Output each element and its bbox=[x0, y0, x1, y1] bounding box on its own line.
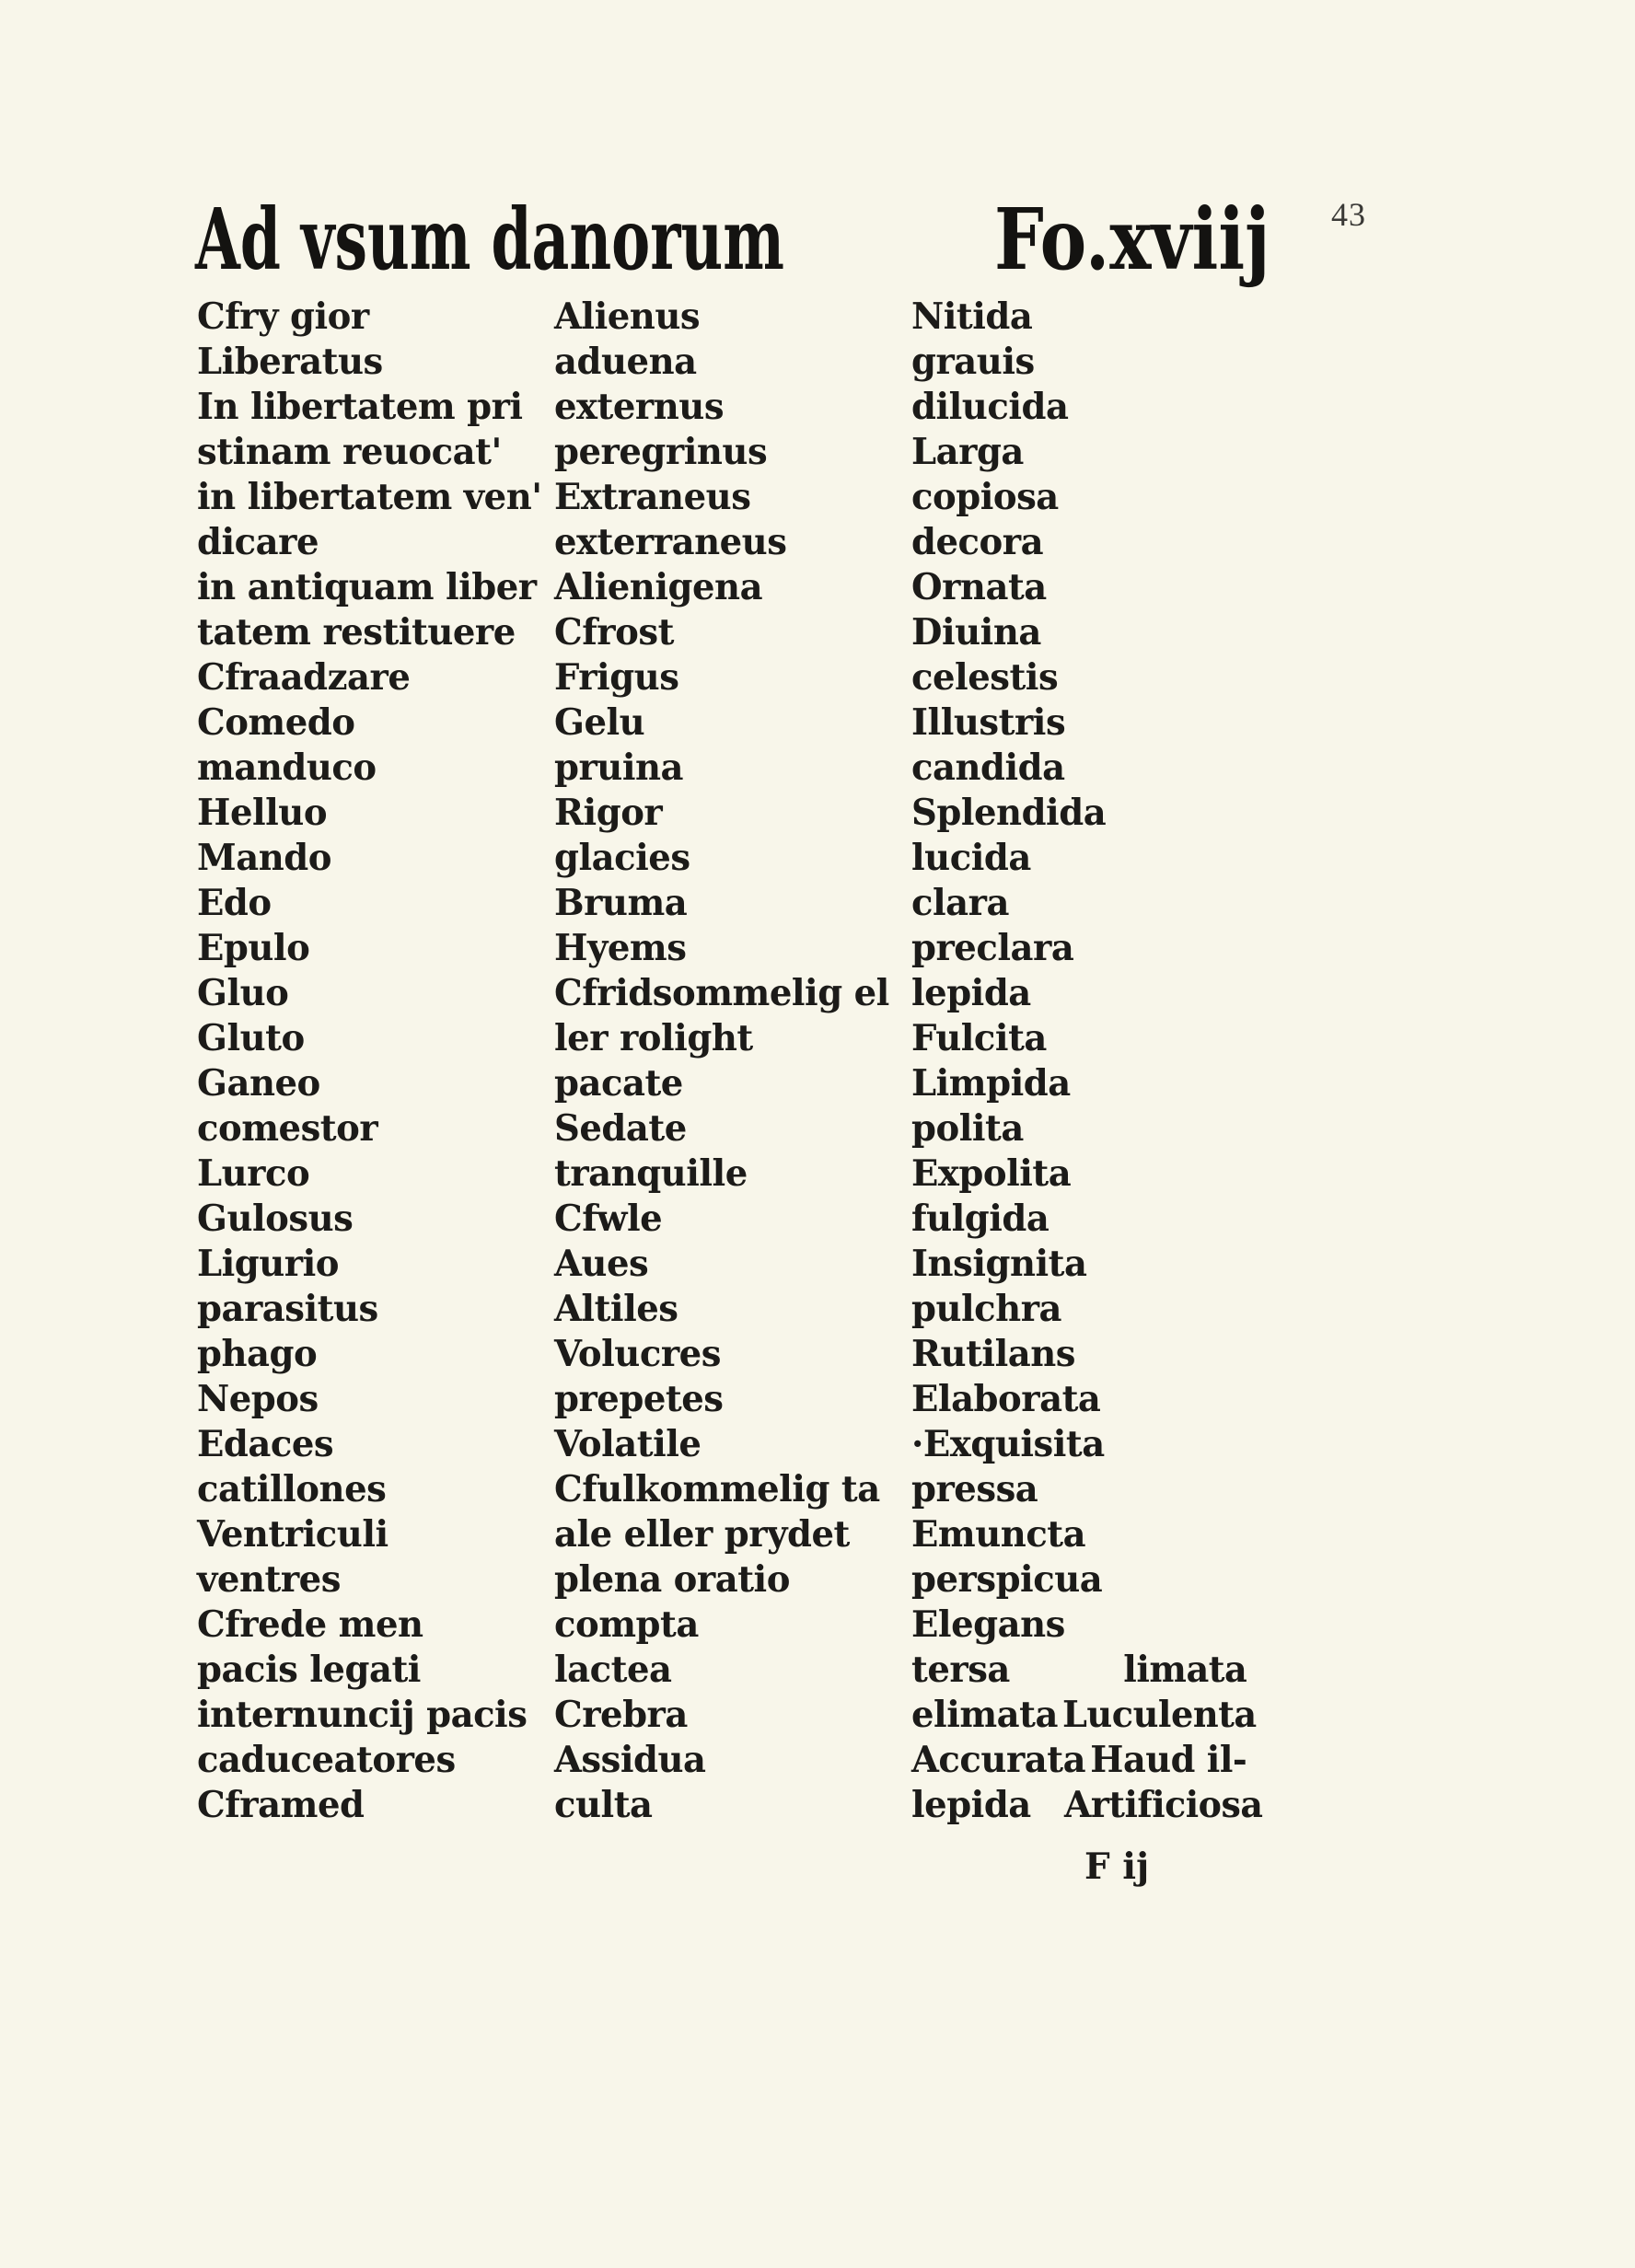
word-entry: ·Exquisita bbox=[911, 1423, 1105, 1465]
word-entry: Artificiosa bbox=[1063, 1784, 1263, 1826]
word-column-3 bbox=[911, 295, 1261, 1828]
word-entry: celestis bbox=[911, 656, 1059, 699]
word-entry: Rigor bbox=[554, 792, 663, 834]
word-entry: internuncij pacis bbox=[197, 1694, 528, 1736]
word-entry: preclara bbox=[911, 927, 1074, 969]
word-entry: ler rolight bbox=[554, 1017, 753, 1059]
word-entry: Haud il- bbox=[1090, 1739, 1247, 1781]
word-entry: Ventriculi bbox=[197, 1513, 388, 1556]
word-entry: Mando bbox=[197, 837, 331, 879]
word-entry: candida bbox=[911, 746, 1065, 789]
word-entry: Gulosus bbox=[197, 1198, 354, 1240]
word-entry: Aues bbox=[554, 1243, 649, 1285]
word-entry: tatem restituere bbox=[197, 611, 516, 654]
word-entry: lepida bbox=[911, 972, 1031, 1014]
word-entry: Cframed bbox=[197, 1784, 365, 1826]
word-entry: limata bbox=[1123, 1649, 1247, 1691]
word-column-1 bbox=[197, 295, 547, 1828]
page-number: 43 bbox=[1331, 196, 1366, 233]
word-entry: lucida bbox=[911, 837, 1031, 879]
word-entry: Cfry gior bbox=[197, 295, 369, 338]
word-entry: clara bbox=[911, 882, 1009, 924]
word-entry: in antiquam liber bbox=[197, 566, 537, 608]
word-entry: externus bbox=[554, 386, 725, 428]
word-entry: elimata bbox=[911, 1694, 1058, 1736]
word-entry: Nitida bbox=[911, 295, 1033, 338]
signature-mark: F ij bbox=[1084, 1846, 1150, 1888]
word-entry: Epulo bbox=[197, 927, 310, 969]
word-entry: Limpida bbox=[911, 1062, 1071, 1105]
word-entry: Altiles bbox=[554, 1288, 678, 1330]
word-entry: Cfridsommelig el bbox=[554, 972, 889, 1014]
word-entry: dilucida bbox=[911, 386, 1069, 428]
word-entry: Emuncta bbox=[911, 1513, 1086, 1556]
word-entry: Edaces bbox=[197, 1423, 334, 1465]
word-entry: Sedate bbox=[554, 1107, 687, 1150]
word-entry: Expolita bbox=[911, 1152, 1072, 1195]
word-entry: lactea bbox=[554, 1649, 672, 1691]
word-entry: parasitus bbox=[197, 1288, 378, 1330]
word-entry: Ornata bbox=[911, 566, 1047, 608]
word-entry: ale eller prydet bbox=[554, 1513, 850, 1556]
word-column-2 bbox=[554, 295, 904, 1828]
word-entry: Ganeo bbox=[197, 1062, 320, 1105]
word-entry: aduena bbox=[554, 341, 697, 383]
word-entry: Alienigena bbox=[554, 566, 763, 608]
word-entry: copiosa bbox=[911, 476, 1059, 518]
word-entry: Larga bbox=[911, 431, 1024, 473]
word-entry: polita bbox=[911, 1107, 1024, 1150]
word-entry: Gluo bbox=[197, 972, 289, 1014]
word-entry: Cfraadzare bbox=[197, 656, 411, 699]
word-entry: tranquille bbox=[554, 1152, 748, 1195]
word-entry: decora bbox=[911, 521, 1044, 563]
word-entry: Crebra bbox=[554, 1694, 688, 1736]
word-entry: Gluto bbox=[197, 1017, 305, 1059]
word-entry: Ligurio bbox=[197, 1243, 340, 1285]
word-entry: tersa bbox=[911, 1649, 1010, 1691]
word-entry: glacies bbox=[554, 837, 690, 879]
word-entry: Bruma bbox=[554, 882, 688, 924]
word-entry: Rutilans bbox=[911, 1333, 1076, 1375]
word-entry: culta bbox=[554, 1784, 653, 1826]
word-entry: Volatile bbox=[554, 1423, 702, 1465]
word-entry: Diuina bbox=[911, 611, 1041, 654]
word-entry: prepetes bbox=[554, 1378, 724, 1420]
word-entry: Cfrost bbox=[554, 611, 674, 654]
word-entry: pressa bbox=[911, 1468, 1038, 1510]
word-entry: Comedo bbox=[197, 701, 355, 744]
word-entry: pacis legati bbox=[197, 1649, 421, 1691]
word-entry: Accurata bbox=[911, 1739, 1086, 1781]
word-entry: Volucres bbox=[554, 1333, 721, 1375]
word-entry: Cfwle bbox=[554, 1198, 663, 1240]
word-entry: grauis bbox=[911, 341, 1035, 383]
word-entry: Lurco bbox=[197, 1152, 310, 1195]
word-entry: Insignita bbox=[911, 1243, 1087, 1285]
word-entry: fulgida bbox=[911, 1198, 1049, 1240]
word-entry: Illustris bbox=[911, 701, 1066, 744]
word-entry: Fulcita bbox=[911, 1017, 1047, 1059]
word-entry: catillones bbox=[197, 1468, 387, 1510]
word-entry: pruina bbox=[554, 746, 684, 789]
word-entry: Splendida bbox=[911, 792, 1107, 834]
word-entry: Extraneus bbox=[554, 476, 751, 518]
word-entry: exterraneus bbox=[554, 521, 787, 563]
word-entry: Cfulkommelig ta bbox=[554, 1468, 880, 1510]
word-entry: pacate bbox=[554, 1062, 683, 1105]
word-entry: Luculenta bbox=[1061, 1694, 1257, 1736]
word-entry: Edo bbox=[197, 882, 272, 924]
word-entry: manduco bbox=[197, 746, 377, 789]
word-entry: in libertatem ven' bbox=[197, 476, 542, 518]
word-entry: Cfrede men bbox=[197, 1603, 423, 1646]
word-column-4 bbox=[1059, 1648, 1261, 1828]
word-entry: Elegans bbox=[911, 1603, 1065, 1646]
word-entry: plena oratio bbox=[554, 1558, 790, 1601]
word-entry: Hyems bbox=[554, 927, 687, 969]
word-entry: pulchra bbox=[911, 1288, 1062, 1330]
word-entry: phago bbox=[197, 1333, 318, 1375]
running-head-left: Ad vsum danorum bbox=[195, 190, 784, 289]
word-entry: peregrinus bbox=[554, 431, 768, 473]
word-entry: Elaborata bbox=[911, 1378, 1101, 1420]
word-entry: ventres bbox=[197, 1558, 341, 1601]
word-entry: perspicua bbox=[911, 1558, 1103, 1601]
running-head-right: Fo.xviij bbox=[994, 190, 1270, 289]
word-entry: Frigus bbox=[554, 656, 679, 699]
word-entry: In libertatem pri bbox=[197, 386, 523, 428]
word-entry: Alienus bbox=[554, 295, 701, 338]
word-entry: stinam reuocat' bbox=[197, 431, 502, 473]
word-entry: Liberatus bbox=[197, 341, 383, 383]
word-entry: dicare bbox=[197, 521, 319, 563]
word-entry: Nepos bbox=[197, 1378, 319, 1420]
word-entry: lepida bbox=[911, 1784, 1031, 1826]
word-entry: caduceatores bbox=[197, 1739, 456, 1781]
word-entry: Assidua bbox=[554, 1739, 706, 1781]
word-entry: Helluo bbox=[197, 792, 328, 834]
word-entry: Gelu bbox=[554, 701, 645, 744]
word-entry: comestor bbox=[197, 1107, 378, 1150]
word-entry: compta bbox=[554, 1603, 699, 1646]
